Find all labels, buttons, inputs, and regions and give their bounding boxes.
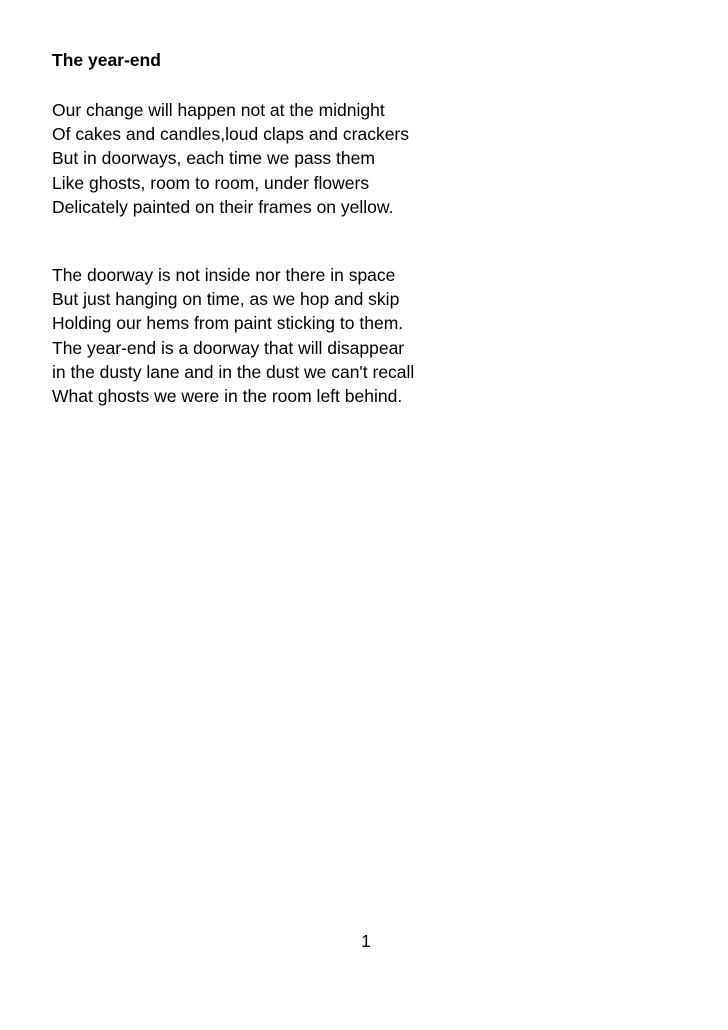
poem-line: Our change will happen not at the midnight	[52, 100, 385, 120]
poem-title: The year-end	[52, 50, 161, 70]
poem-line: Of cakes and candles,loud claps and crackers	[52, 124, 409, 145]
poem-line: Delicately painted on their frames on yellow.	[52, 196, 394, 217]
poem-line: What ghosts we were in the room left behind.	[52, 386, 403, 407]
poem-line: Like ghosts, room to room, under flowers	[52, 172, 370, 193]
page-number: 1	[361, 931, 371, 951]
poem-line: The doorway is not inside nor there in space	[52, 265, 396, 285]
poem-line: The year-end is a doorway that will disappear	[52, 337, 405, 358]
poem-line: But just hanging on time, as we hop and skip	[52, 289, 400, 310]
poem-line: in the dusty lane and in the dust we can't recall	[52, 361, 415, 382]
stanza-1	[52, 98, 409, 219]
stanza-2	[52, 263, 414, 408]
poem-line: Holding our hems from paint sticking to them.	[52, 313, 404, 334]
poem-line: But in doorways, each time we pass them	[52, 148, 375, 169]
